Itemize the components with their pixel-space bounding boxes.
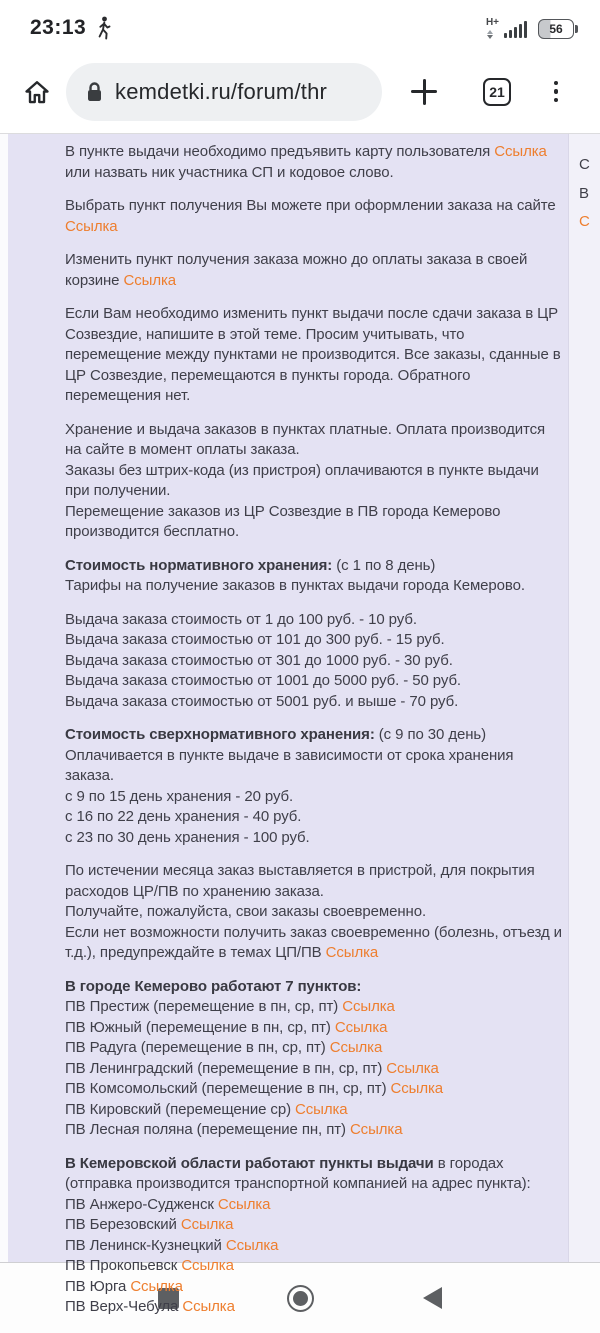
post-line [65,787,564,808]
pedometer-walker-icon [94,15,113,41]
post-link[interactable]: Ссылка [217,1195,271,1213]
post-text: Оплачивается в пункте выдаче в зависимости от срока хранения заказа. [65,746,514,784]
post-text: Выдача заказа стоимость от 1 до 100 руб. - 10 руб. [65,610,417,628]
post-line [65,420,564,461]
post-line [65,1195,564,1216]
post-line [65,1215,564,1236]
battery-indicator [538,19,574,39]
post-text: Выдача заказа стоимостью от 1001 до 5000 руб. - 50 руб. [65,672,461,689]
post-body [65,142,564,1318]
address-bar[interactable] [66,63,382,121]
post-line [65,630,564,651]
overflow-menu-button[interactable] [546,75,566,109]
post-link[interactable]: Ссылка [325,944,379,961]
post-text: ПВ Престиж (перемещение в пн, ср, пт) [65,998,343,1015]
post-link[interactable]: Ссылка [295,1100,348,1118]
post-text: ПВ Анжеро-Судженск [65,1195,218,1213]
post-link[interactable]: Ссылка [494,143,547,160]
url-text: kemdetki.ru/forum/thr [115,78,328,104]
post-paragraph [65,556,564,597]
clock: 23:13 [30,16,87,39]
post-bold-text: В Кемеровской области работают пункты выдачи [65,1154,434,1172]
post-paragraph [65,250,564,291]
post-text: или назвать ник участника СП и кодовое слово. [65,163,394,181]
clipped-text-fragment: С [579,156,590,173]
post-text: Хранение и выдача заказов в пунктах платные. Оплата производится на сайте в момент оплаты заказа. [65,420,546,458]
post-line [65,556,564,577]
post-text: ПВ Комсомольский (перемещение в пн, ср, пт) [65,1080,391,1097]
post-line [65,1154,564,1195]
new-tab-button[interactable] [407,75,441,109]
post-line [65,1059,564,1080]
post-paragraph [65,196,564,237]
clipped-link-fragment: С [579,213,590,230]
post-line [65,902,564,923]
post-text: с 9 по 15 день хранения - 20 руб. [65,787,294,805]
post-line [65,142,564,183]
adjacent-column-sliver [568,134,600,1262]
post-text: (с 1 по 8 день) [332,556,436,574]
post-link[interactable]: Ссылка [182,1298,235,1315]
post-line [65,828,564,849]
battery-percent-label: 56 [549,21,563,36]
post-line [65,1079,564,1100]
post-bold-text: Стоимость нормативного хранения: [65,556,333,574]
post-text: Получайте, пожалуйста, свои заказы своевременно. [65,903,427,920]
post-text: ПВ Кировский (перемещение ср) [65,1100,296,1118]
signal-strength-icon [504,22,527,39]
post-text: Заказы без штрих-кода (из пристроя) оплачиваются в пункте выдачи при получении. [65,461,539,499]
post-text: (с 9 по 30 день) [374,726,487,743]
post-link[interactable]: Ссылка [130,1277,183,1295]
post-paragraph [65,1154,564,1318]
network-type-indicator [486,18,499,39]
post-link[interactable]: Ссылка [349,1121,403,1138]
post-text: Изменить пункт получения заказа можно до оплаты заказа в своей корзине [65,251,528,289]
post-text: ПВ Ленинск-Кузнецкий [65,1236,226,1254]
post-text: В пункте выдачи необходимо предъявить карту пользователя [65,143,495,160]
post-line [65,651,564,672]
post-link[interactable]: Ссылка [334,1018,388,1036]
post-line [65,1018,564,1039]
data-activity-arrows-icon [487,30,493,39]
post-link[interactable]: Ссылка [342,998,395,1015]
post-line [65,923,564,964]
battery-nub [575,25,578,33]
post-link[interactable]: Ссылка [329,1039,383,1056]
post-paragraph [65,861,564,964]
home-button[interactable] [20,75,54,109]
post-link[interactable]: Ссылка [390,1080,444,1097]
post-line [65,807,564,828]
post-text: ПВ Ленинградский (перемещение в пн, ср, пт) [65,1059,387,1077]
lock-icon [86,81,103,103]
post-link[interactable]: Ссылка [386,1059,439,1077]
post-text: Тарифы на получение заказов в пунктах выдачи города Кемерово. [65,577,525,594]
post-text: Если нет возможности получить заказ своевременно (болезнь, отъезд и т.д.), предупреждайте в темах ЦП/ПВ [65,923,562,961]
page-left-gutter [0,134,8,1262]
post-text: Выбрать пункт получения Вы можете при оформлении заказа на сайте [65,197,556,214]
post-line [65,1256,564,1277]
post-bold-text: В городе Кемерово работают 7 пунктов: [65,977,362,995]
post-text: ПВ Березовский [65,1216,181,1233]
post-line [65,746,564,787]
status-bar [0,0,600,56]
browser-toolbar [0,56,600,133]
post-line [65,610,564,631]
forum-post-cell [8,134,568,1315]
post-line [65,977,564,998]
post-bold-text: Стоимость сверхнормативного хранения: [65,726,375,743]
home-icon [22,77,52,107]
post-link[interactable]: Ссылка [180,1216,234,1233]
post-text: ПВ Прокопьевск [65,1257,182,1274]
post-text: Если Вам необходимо изменить пункт выдачи после сдачи заказа в ЦР Созвездие, напишите в этой теме. Просим учитывать, что перемещение между пунктами не производится. Все заказы, сданные в ЦР Созвездие, перемещаются в пункты города. Обратного перемещения нет. [65,305,561,404]
post-text: Выдача заказа стоимостью от 101 до 300 руб. - 15 руб. [65,631,445,648]
post-paragraph [65,725,564,848]
clipped-text-fragment: В [579,185,590,202]
post-link[interactable]: Ссылка [123,271,177,289]
post-text: Перемещение заказов из ЦР Созвездие в ПВ города Кемерово производится бесплатно. [65,502,501,540]
post-line [65,250,564,291]
post-line [65,725,564,746]
post-line [65,997,564,1018]
post-link[interactable]: Ссылка [225,1236,279,1254]
post-line [65,1297,564,1318]
post-text: По истечении месяца заказ выставляется в пристрой, для покрытия расходов ЦР/ПВ по хранению заказа. [65,862,535,900]
web-page-viewport[interactable] [0,133,600,1315]
tab-count-label: 21 [489,83,505,100]
post-line [65,1236,564,1257]
post-link[interactable]: Ссылка [65,217,118,235]
post-line [65,861,564,902]
post-text: ПВ Верх-Чебула [65,1298,183,1315]
post-text: Выдача заказа стоимостью от 301 до 1000 руб. - 30 руб. [65,651,453,669]
post-line [65,304,564,407]
status-right [486,18,574,39]
post-text: с 16 по 22 день хранения - 40 руб. [65,808,302,825]
post-text: с 23 по 30 день хранения - 100 руб. [65,828,310,846]
post-paragraph [65,420,564,543]
post-paragraph [65,142,564,183]
post-line [65,692,564,713]
post-text: ПВ Радуга (перемещение в пн, ср, пт) [65,1039,330,1056]
post-paragraph [65,610,564,713]
post-text: ПВ Южный (перемещение в пн, ср, пт) [65,1018,335,1036]
post-paragraph [65,304,564,407]
post-line [65,1120,564,1141]
post-line [65,1277,564,1298]
post-text: ПВ Юрга [65,1277,131,1295]
post-line [65,576,564,597]
post-line [65,1038,564,1059]
post-text: ПВ Лесная поляна (перемещение пн, пт) [65,1121,350,1138]
post-line [65,502,564,543]
tab-switcher-button[interactable] [483,78,511,106]
status-left [30,15,113,41]
post-line [65,196,564,237]
post-text: в городах (отправка производится транспортной компанией на адрес пункта): [65,1154,531,1192]
post-text: Выдача заказа стоимостью от 5001 руб. и выше - 70 руб. [65,692,459,710]
post-line [65,1100,564,1121]
post-paragraph [65,977,564,1141]
post-line [65,461,564,502]
network-type-label: H+ [485,16,499,28]
post-link[interactable]: Ссылка [181,1257,234,1274]
post-line [65,671,564,692]
